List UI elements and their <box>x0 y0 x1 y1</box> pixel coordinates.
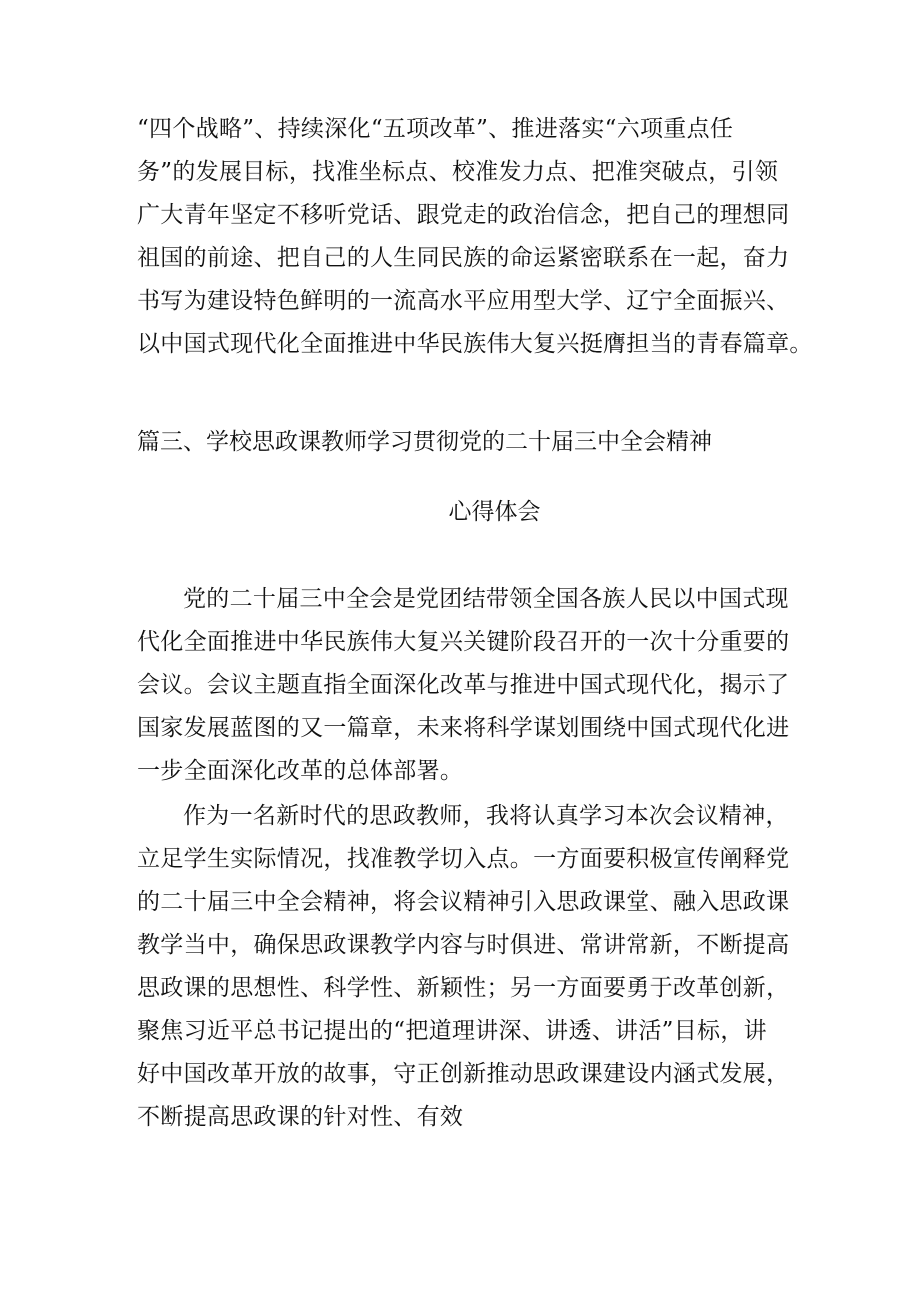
paragraph-line: 好中国改革开放的故事，守正创新推动思政课建设内涵式发展， <box>137 1061 790 1087</box>
paragraph-line: “四个战略”、持续深化“五项改革”、推进落实“六项重点任 <box>137 116 734 142</box>
paragraph-line: 聚焦习近平总书记提出的“把道理讲深、讲透、讲活”目标，讲 <box>137 1018 767 1044</box>
paragraph-line: 祖国的前途、把自己的人生同民族的命运紧密联系在一起，奋力 <box>137 245 790 271</box>
paragraph-line: 代化全面推进中华民族伟大复兴关键阶段召开的一次十分重要的 <box>137 629 790 655</box>
section-heading-subtitle: 心得体会 <box>448 499 541 525</box>
paragraph-line: 党的二十届三中全会是党团结带领全国各族人民以中国式现 <box>183 586 789 612</box>
paragraph-2 <box>137 795 790 1139</box>
paragraph-line: 国家发展蓝图的又一篇章，未来将科学谋划围绕中国式现代化进 <box>137 715 790 741</box>
paragraph-line: 不断提高思政课的针对性、有效 <box>137 1104 464 1130</box>
paragraph-line: 立足学生实际情况，找准教学切入点。一方面要积极宣传阐释党 <box>137 846 790 872</box>
paragraph-line: 教学当中，确保思政课教学内容与时俱进、常讲常新，不断提高 <box>137 932 790 958</box>
paragraph-line: 的二十届三中全会精神，将会议精神引入思政课堂、融入思政课 <box>137 889 790 915</box>
paragraph-1 <box>137 578 790 793</box>
paragraph-line: 一步全面深化改革的总体部署。 <box>137 758 464 784</box>
paragraph-line: 书写为建设特色鲜明的一流高水平应用型大学、辽宁全面振兴、 <box>137 288 790 314</box>
paragraph-line: 务”的发展目标，找准坐标点、校准发力点、把准突破点，引领 <box>137 159 779 185</box>
paragraph-line: 广大青年坚定不移听党话、跟党走的政治信念，把自己的理想同 <box>137 202 790 228</box>
paragraph-line: 以中国式现代化全面推进中华民族伟大复兴挺膺担当的青春篇章。 <box>137 331 813 357</box>
paragraph-line: 作为一名新时代的思政教师，我将认真学习本次会议精神， <box>183 803 789 829</box>
intro-paragraph <box>137 108 813 366</box>
section-heading-title: 篇三、学校思政课教师学习贯彻党的二十届三中全会精神 <box>137 429 712 455</box>
paragraph-line: 会议。会议主题直指全面深化改革与推进中国式现代化，揭示了 <box>137 672 790 698</box>
paragraph-line: 思政课的思想性、科学性、新颖性；另一方面要勇于改革创新， <box>137 975 790 1001</box>
